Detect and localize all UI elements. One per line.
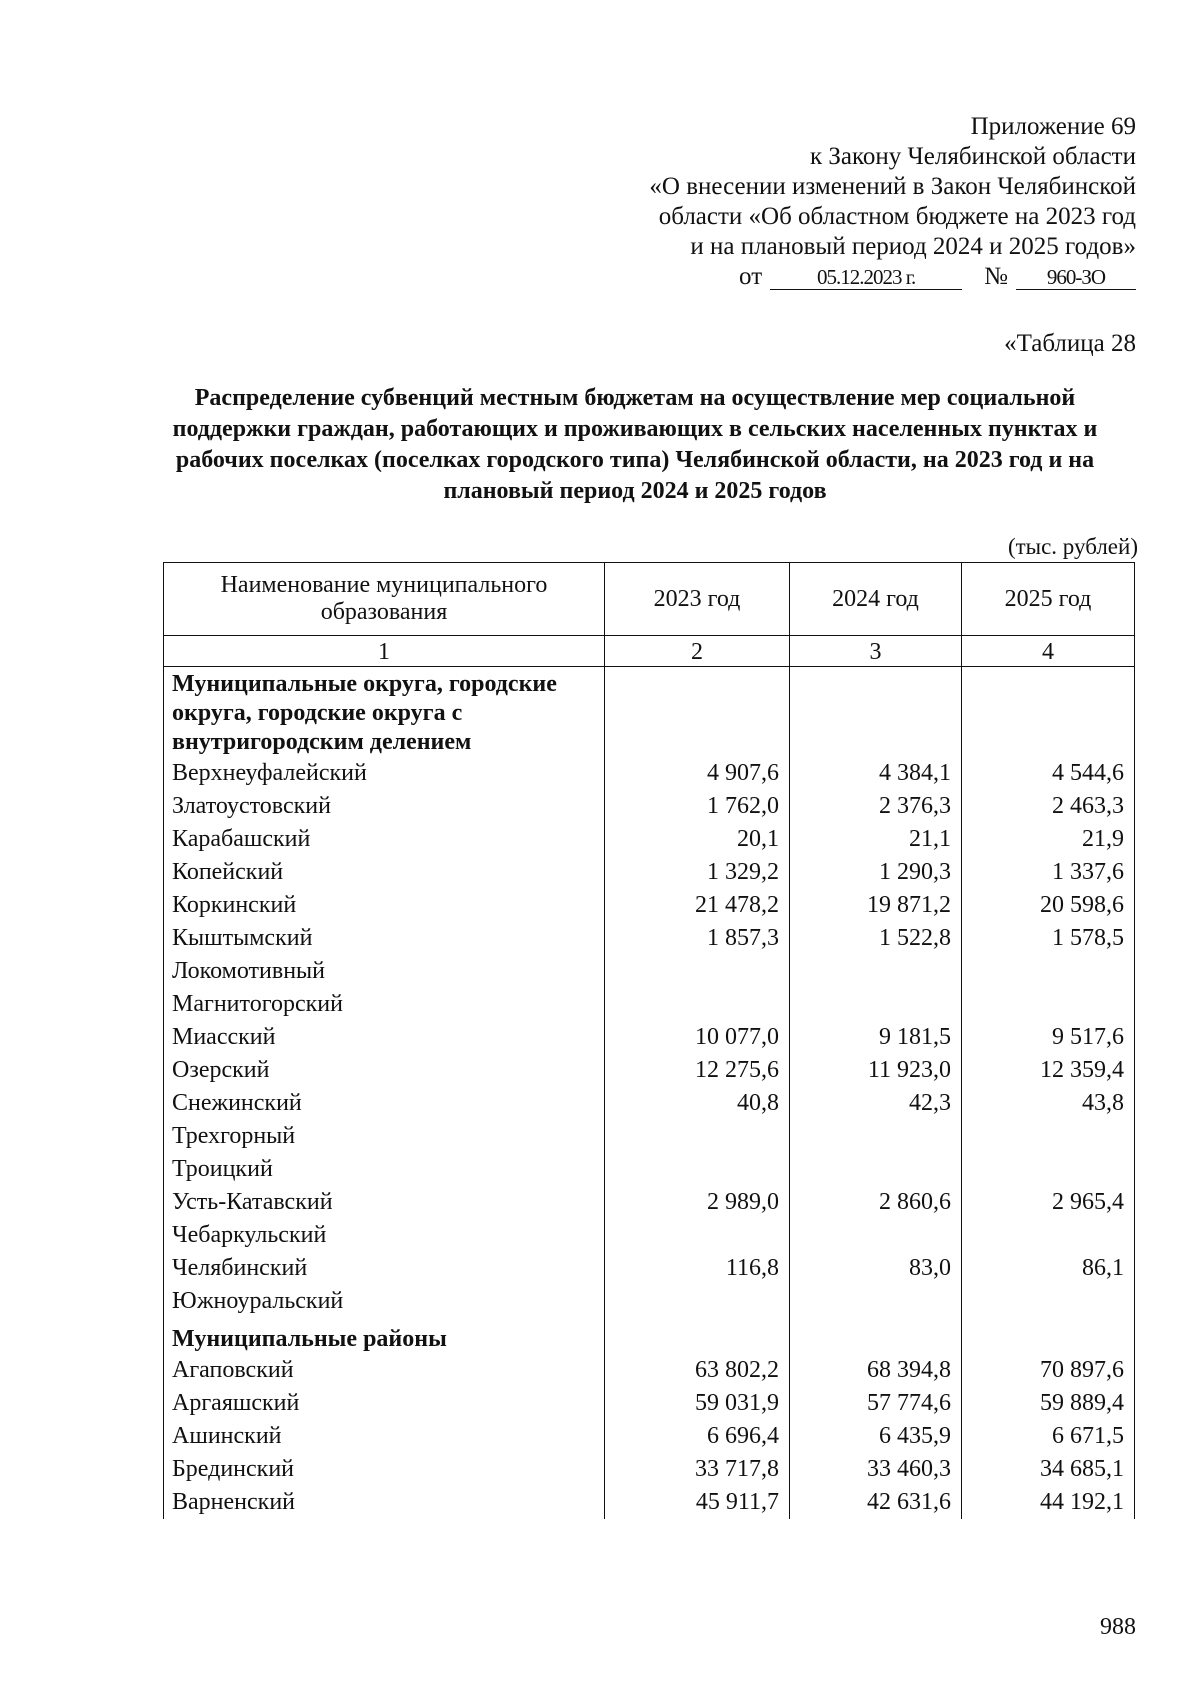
value-2025: 12 359,4 — [962, 1054, 1135, 1087]
document-header — [516, 112, 1136, 292]
value-2025 — [962, 1318, 1135, 1354]
row-name: Усть-Катавский — [164, 1186, 605, 1219]
value-2023: 40,8 — [605, 1087, 790, 1120]
value-2023: 1 762,0 — [605, 790, 790, 823]
column-header-2024: 2024 год — [790, 563, 962, 636]
value-2023: 20,1 — [605, 823, 790, 856]
row-name: Озерский — [164, 1054, 605, 1087]
value-2023: 12 275,6 — [605, 1054, 790, 1087]
value-2025 — [962, 1120, 1135, 1153]
law-name-line-2: области «Об областном бюджете на 2023 год — [658, 203, 1136, 230]
table-row — [164, 1054, 1135, 1087]
date-prefix: от — [739, 263, 763, 290]
value-2025: 70 897,6 — [962, 1354, 1135, 1387]
value-2023: 21 478,2 — [605, 889, 790, 922]
row-name: Южноуральский — [164, 1285, 605, 1318]
value-2024 — [790, 667, 962, 758]
value-2024 — [790, 1285, 962, 1318]
value-2023 — [605, 955, 790, 988]
value-2025 — [962, 955, 1135, 988]
value-2023 — [605, 667, 790, 758]
value-2023 — [605, 1318, 790, 1354]
table-row — [164, 1486, 1135, 1519]
column-number: 4 — [962, 636, 1135, 667]
table-row — [164, 1285, 1135, 1318]
value-2023 — [605, 1153, 790, 1186]
row-name: Брединский — [164, 1453, 605, 1486]
value-2024: 42 631,6 — [790, 1486, 962, 1519]
value-2024: 2 860,6 — [790, 1186, 962, 1219]
value-2024 — [790, 1153, 962, 1186]
row-name: Агаповский — [164, 1354, 605, 1387]
value-2024 — [790, 1120, 962, 1153]
value-2024 — [790, 1318, 962, 1354]
row-name: Чебаркульский — [164, 1219, 605, 1252]
value-2025: 6 671,5 — [962, 1420, 1135, 1453]
value-2023 — [605, 1219, 790, 1252]
value-2023: 33 717,8 — [605, 1453, 790, 1486]
value-2025: 44 192,1 — [962, 1486, 1135, 1519]
table-row — [164, 1186, 1135, 1219]
value-2024: 2 376,3 — [790, 790, 962, 823]
table-row — [164, 757, 1135, 790]
value-2023: 1 329,2 — [605, 856, 790, 889]
value-2025: 86,1 — [962, 1252, 1135, 1285]
value-2025 — [962, 1285, 1135, 1318]
value-2024: 9 181,5 — [790, 1021, 962, 1054]
row-name: Локомотивный — [164, 955, 605, 988]
value-2023: 2 989,0 — [605, 1186, 790, 1219]
row-name: Кыштымский — [164, 922, 605, 955]
row-name: Муниципальные районы — [164, 1318, 605, 1354]
table-row — [164, 1153, 1135, 1186]
value-2024: 11 923,0 — [790, 1054, 962, 1087]
table-header-row — [164, 563, 1135, 636]
row-name: Верхнеуфалейский — [164, 757, 605, 790]
column-header-2025: 2025 год — [962, 563, 1135, 636]
column-number: 1 — [164, 636, 605, 667]
value-2025 — [962, 988, 1135, 1021]
value-2025: 1 337,6 — [962, 856, 1135, 889]
row-name: Аргаяшский — [164, 1387, 605, 1420]
row-name: Трехгорный — [164, 1120, 605, 1153]
value-2025: 4 544,6 — [962, 757, 1135, 790]
value-2025: 2 965,4 — [962, 1186, 1135, 1219]
row-name: Варненский — [164, 1486, 605, 1519]
value-2025: 59 889,4 — [962, 1387, 1135, 1420]
value-2024: 6 435,9 — [790, 1420, 962, 1453]
column-header-2023: 2023 год — [605, 563, 790, 636]
row-name: Коркинский — [164, 889, 605, 922]
row-name: Карабашский — [164, 823, 605, 856]
value-2025 — [962, 1153, 1135, 1186]
value-2024 — [790, 988, 962, 1021]
law-reference-line: к Закону Челябинской области — [810, 143, 1136, 170]
table-row — [164, 1021, 1135, 1054]
column-number-row — [164, 636, 1135, 667]
subventions-table — [163, 562, 1135, 1519]
value-2024 — [790, 955, 962, 988]
row-name: Челябинский — [164, 1252, 605, 1285]
number-prefix: № — [984, 263, 1008, 290]
value-2023: 10 077,0 — [605, 1021, 790, 1054]
value-2025 — [962, 1219, 1135, 1252]
value-2024: 33 460,3 — [790, 1453, 962, 1486]
value-2024: 21,1 — [790, 823, 962, 856]
table-row — [164, 1219, 1135, 1252]
value-2023: 63 802,2 — [605, 1354, 790, 1387]
value-2025 — [962, 667, 1135, 758]
table-row — [164, 1420, 1135, 1453]
date-value: 05.12.2023 г. — [770, 265, 962, 290]
row-name: Муниципальные округа, городские округа, городские округа с внутригородским делением — [164, 667, 605, 758]
value-2023 — [605, 1285, 790, 1318]
date-number-line — [516, 262, 1136, 292]
table-row — [164, 988, 1135, 1021]
column-header-name: Наименование муниципального образования — [164, 563, 605, 636]
row-name: Троицкий — [164, 1153, 605, 1186]
value-2025: 21,9 — [962, 823, 1135, 856]
appendix-title: Приложение 69 — [970, 113, 1136, 140]
table-row — [164, 1120, 1135, 1153]
value-2025: 34 685,1 — [962, 1453, 1135, 1486]
value-2025: 43,8 — [962, 1087, 1135, 1120]
table-row — [164, 790, 1135, 823]
value-2024: 1 290,3 — [790, 856, 962, 889]
value-2024: 1 522,8 — [790, 922, 962, 955]
table-row — [164, 1087, 1135, 1120]
value-2023: 1 857,3 — [605, 922, 790, 955]
page-number: 988 — [1100, 1614, 1136, 1640]
value-2023 — [605, 988, 790, 1021]
law-name-line-1: «О внесении изменений в Закон Челябинской — [649, 173, 1136, 200]
value-2023: 116,8 — [605, 1252, 790, 1285]
value-2024: 19 871,2 — [790, 889, 962, 922]
table-row — [164, 1252, 1135, 1285]
value-2023: 59 031,9 — [605, 1387, 790, 1420]
law-name-line-3: и на плановый период 2024 и 2025 годов» — [690, 233, 1136, 260]
value-2024: 42,3 — [790, 1087, 962, 1120]
row-name: Златоустовский — [164, 790, 605, 823]
document-title: Распределение субвенций местным бюджетам на осуществление мер социальной поддержки граждан, работающих и проживающих в сельских населенных пунктах и рабочих поселках (поселках городского типа) Челябинской области, на 2023 год и на плановый период 2024 и 2025 годов — [172, 385, 1098, 504]
value-2024 — [790, 1219, 962, 1252]
table-row — [164, 889, 1135, 922]
section-row — [164, 1318, 1135, 1354]
value-2025: 20 598,6 — [962, 889, 1135, 922]
table-label: «Таблица 28 — [1004, 330, 1136, 357]
value-2025: 9 517,6 — [962, 1021, 1135, 1054]
row-name: Ашинский — [164, 1420, 605, 1453]
table-row — [164, 955, 1135, 988]
table-row — [164, 1453, 1135, 1486]
value-2024: 68 394,8 — [790, 1354, 962, 1387]
row-name: Магнитогорский — [164, 988, 605, 1021]
number-value: 960-ЗО — [1016, 265, 1136, 290]
value-2023: 45 911,7 — [605, 1486, 790, 1519]
table-row — [164, 1387, 1135, 1420]
table-row — [164, 922, 1135, 955]
value-2024: 57 774,6 — [790, 1387, 962, 1420]
column-number: 2 — [605, 636, 790, 667]
value-2024: 83,0 — [790, 1252, 962, 1285]
value-2025: 1 578,5 — [962, 922, 1135, 955]
value-2023 — [605, 1120, 790, 1153]
row-name: Копейский — [164, 856, 605, 889]
value-2023: 6 696,4 — [605, 1420, 790, 1453]
table-row — [164, 1354, 1135, 1387]
value-2025: 2 463,3 — [962, 790, 1135, 823]
column-number: 3 — [790, 636, 962, 667]
units-label: (тыс. рублей) — [1007, 534, 1138, 559]
table-row — [164, 823, 1135, 856]
value-2023: 4 907,6 — [605, 757, 790, 790]
table-row — [164, 856, 1135, 889]
value-2024: 4 384,1 — [790, 757, 962, 790]
row-name: Снежинский — [164, 1087, 605, 1120]
row-name: Миасский — [164, 1021, 605, 1054]
section-row — [164, 667, 1135, 758]
